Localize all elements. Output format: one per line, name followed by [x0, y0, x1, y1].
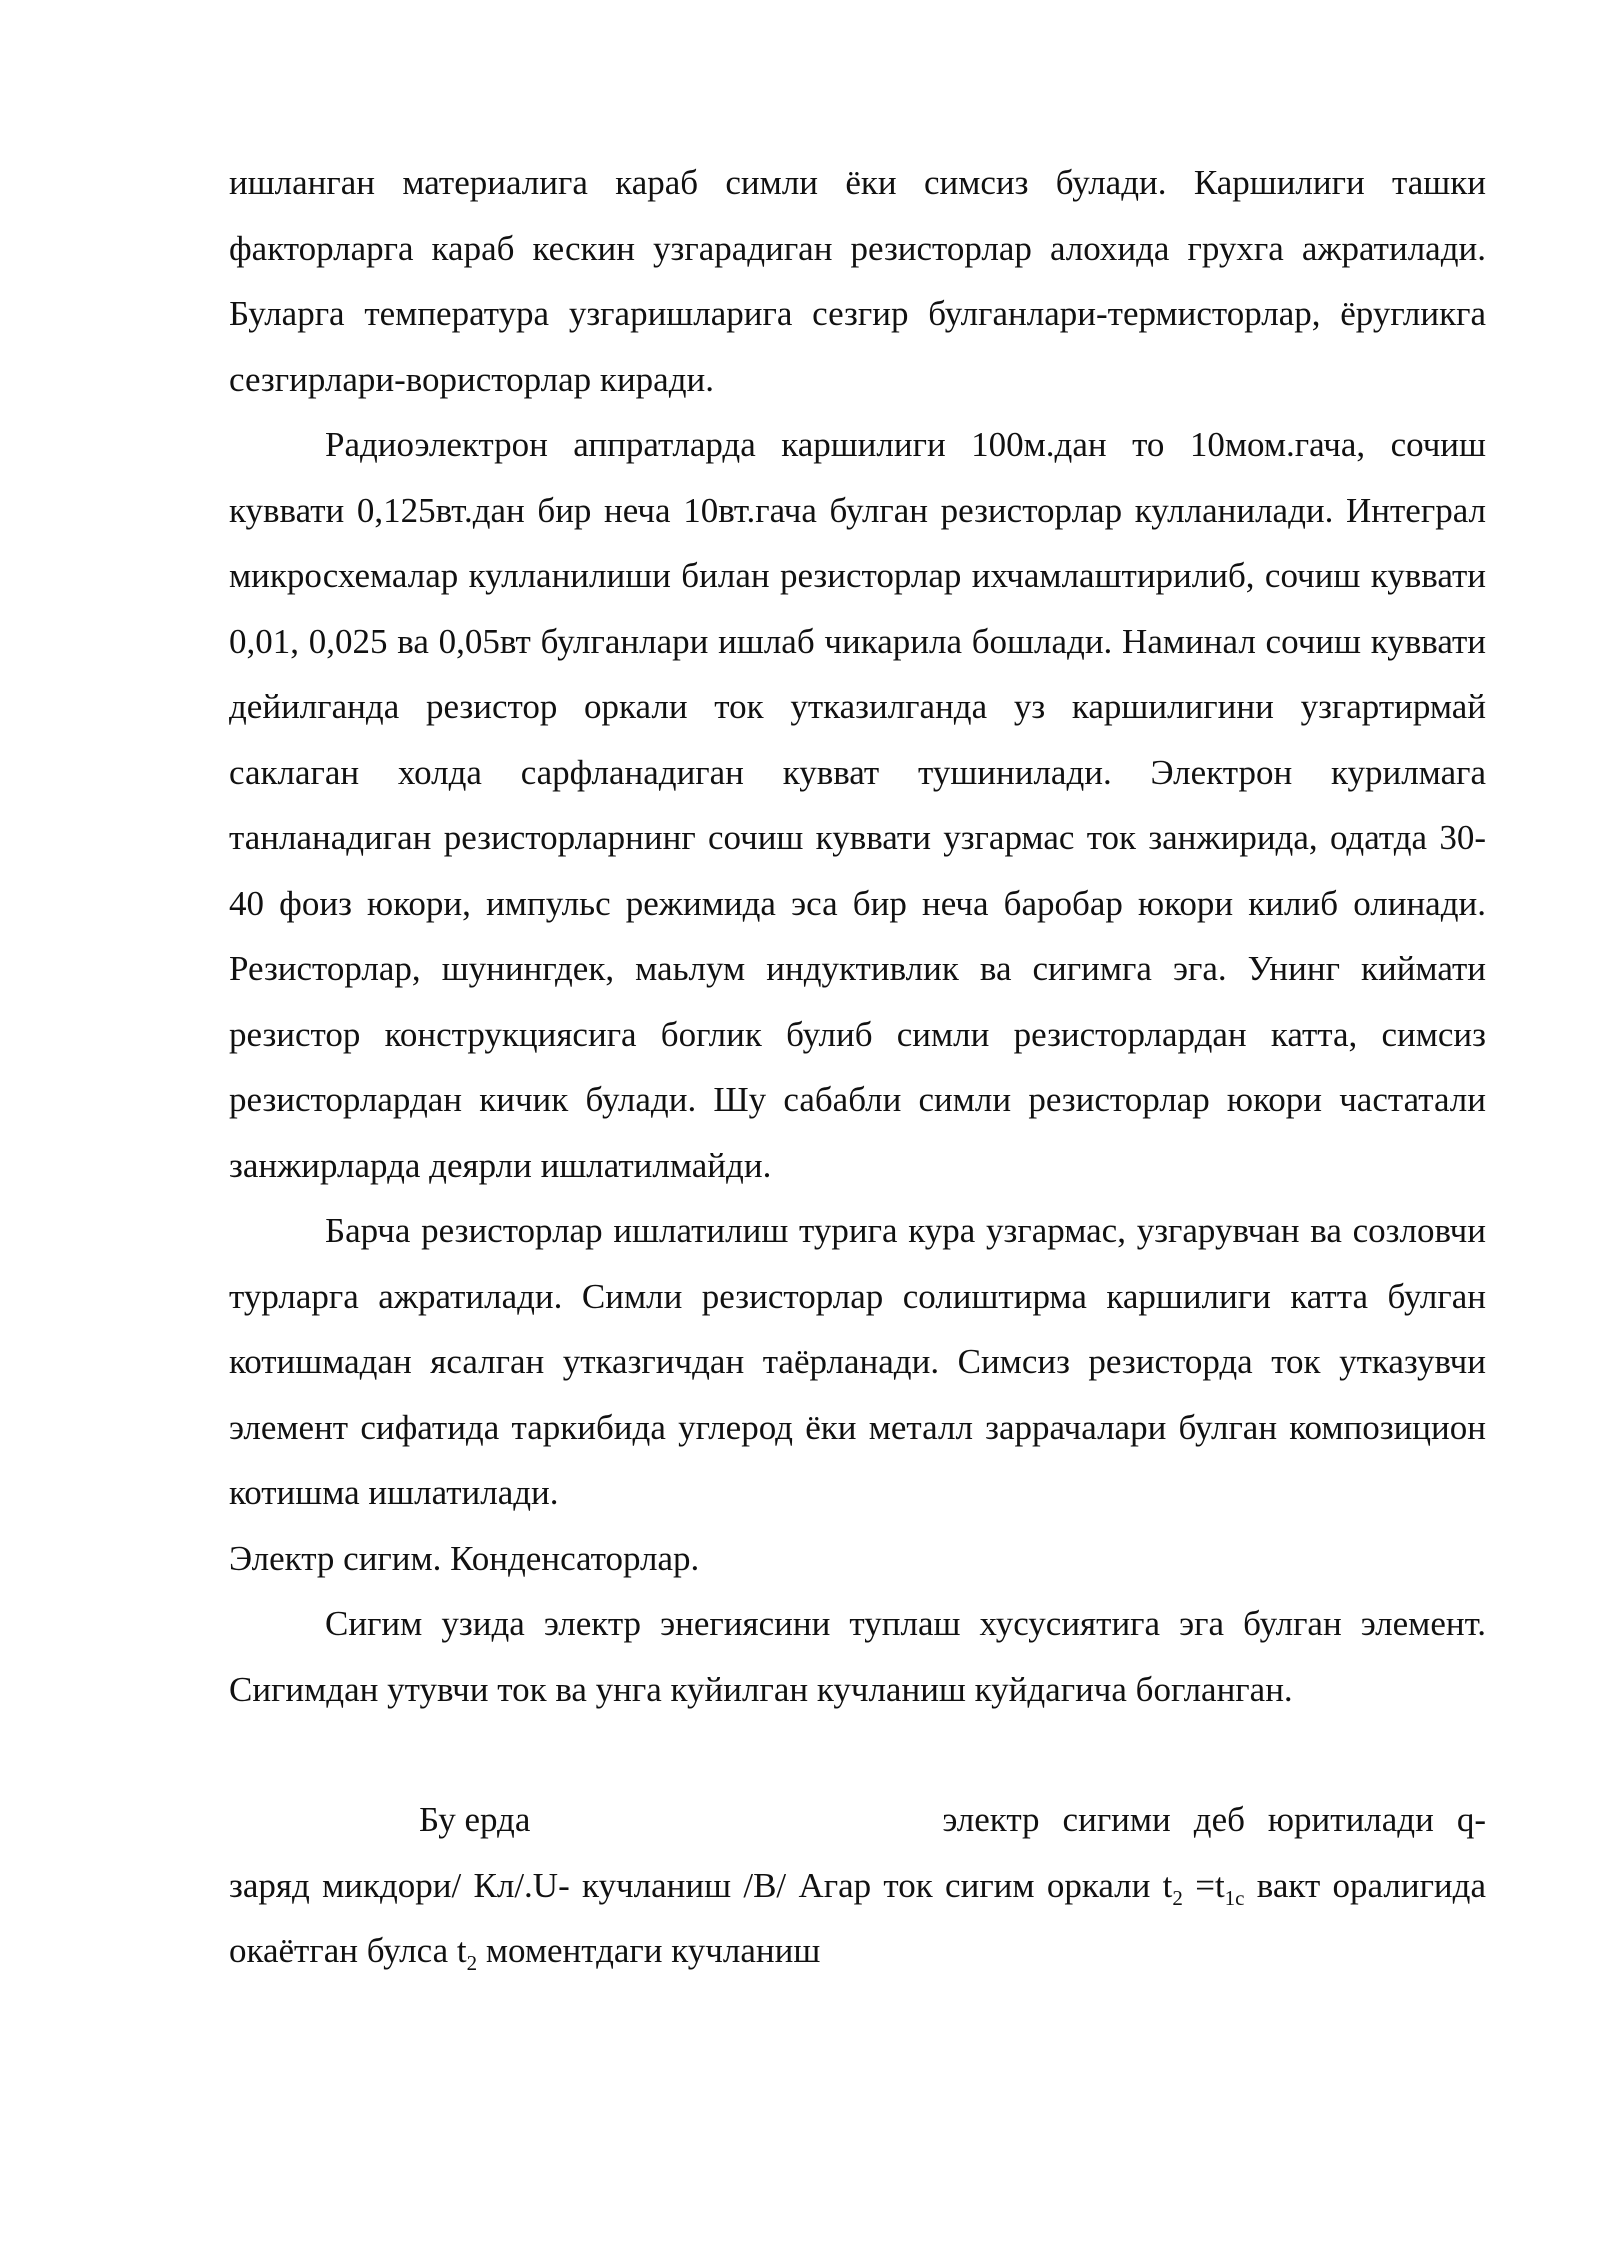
section-heading: Электр сигим. Конденсаторлар. — [229, 1538, 700, 1578]
formula-gap — [229, 1722, 1486, 1787]
subscript-b: 1с — [1224, 1885, 1245, 1910]
subscript-a: 2 — [1172, 1885, 1183, 1910]
end-text: моментдаги кучланиш — [477, 1931, 821, 1970]
paragraph-3: Барча резисторлар ишлатилиш турига кура узгармас, узгарувчан ва созловчи турларга ажратилади. Симли резисторлар солиштирма каршилиги катта булган котишмадан ясалган утказгичдан таёрланади. Симсиз резисторда ток утказувчи элемент сифатида таркибида углерод ёки металл заррачалари булган композицион котишма ишлатилади. — [229, 1211, 1486, 1512]
after-text: электр сигими деб юритилади q-заряд микдори/ Кл/.U- кучланиш /В/ Агар ток сигим оркали t — [229, 1800, 1486, 1905]
eq-text: =t — [1182, 1865, 1225, 1905]
paragraph-4: Сигим узида электр энегиясини туплаш хусусиятига эга булган элемент. Сигимдан утувчи ток ва унга куйилган кучланиш куйдагича богланган. — [229, 1604, 1486, 1709]
document-page — [229, 150, 1486, 1984]
paragraph-2: Радиоэлектрон аппратларда каршилиги 100м.дан то 10мом.гача, сочиш куввати 0,125вт.дан бир неча 10вт.гача булган резисторлар кулланилади. Интеграл микросхемалар кулланилиши билан резисторлар ихчамлаштирилиб, сочиш куввати 0,01, 0,025 ва 0,05вт булганлари ишлаб чикарила бошлади. Наминал сочиш куввати дейилганда резистор оркали ток утказилганда уз каршилигини узгартирмай саклаган холда сарфланадиган кувват тушинилади. Электрон курилмага танланадиган резисторларнинг сочиш куввати узгармас ток занжирида, одатда 30-40 фоиз юкори, импульс режимида эса бир неча баробар юкори килиб олинади. Резисторлар, шунингдек, маьлум индуктивлик ва сигимга эга. Унинг киймати резистор конструкциясига боглик булиб симли резисторлардан катта, симсиз резисторлардан кичик булади. Шу сабабли симли резисторлар юкори частатали занжирларда деярли ишлатилмайди. — [229, 425, 1486, 1185]
tail-text: вакт оралигида окаётган булса t — [229, 1865, 1487, 1970]
lead-text: Бу ерда — [419, 1800, 531, 1839]
subscript-c: 2 — [466, 1951, 478, 1975]
paragraph-5 — [229, 1787, 1486, 1984]
paragraph-1: ишланган материалига караб симли ёки симсиз булади. Каршилиги ташки факторларга караб кескин узгарадиган резисторлар алохида грухга ажратилади. Буларга температура узгаришларига сезгир булганлари-термисторлар, ёругликга сезгирлари-вористорлар киради. — [229, 163, 1486, 399]
